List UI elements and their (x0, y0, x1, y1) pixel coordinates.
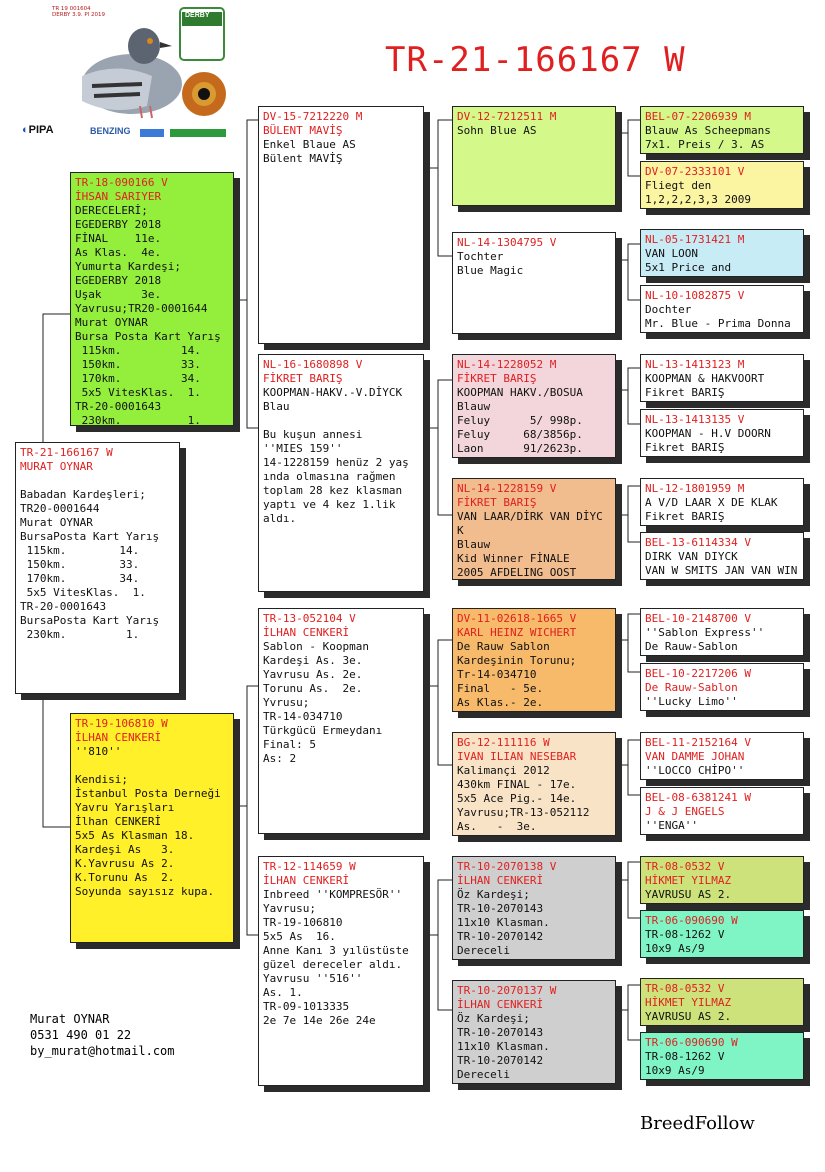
pedigree-card-gen4-12: BEL-08-6381241 W J & J ENGELS ''ENGA'' (640, 787, 804, 835)
ring-number: TR-21-166167 W (20, 446, 113, 459)
pigeon-photo-icon (22, 6, 232, 141)
pedigree-card-gen4-10: BEL-10-2217206 W De Rauw-Sablon ''Lucky Limo'' (640, 663, 804, 711)
pedigree-card-gen4-3: NL-05-1731421 M VAN LOON 5x1 Price and (640, 229, 804, 277)
pedigree-card-gen3-8: TR-10-2070137 W İLHAN CENKERİ Öz Kardeşi; TR-10-2070143 11x10 Klasman. TR-10-2070142 Dereceli (452, 980, 616, 1084)
owner-email[interactable]: by_murat@hotmail.com (30, 1044, 175, 1058)
pedigree-card-gen4-15: TR-08-0532 V HİKMET YILMAZ YAVRUSU AS 2. (640, 978, 804, 1026)
pedigree-card-gen4-6: NL-13-1413135 V KOOPMAN - H.V DOORN Fikret BARIŞ (640, 409, 804, 457)
sponsor-benzing: BENZING (90, 126, 131, 136)
pedigree-card-gen3-4: NL-14-1228159 V FİKRET BARIŞ VAN LAAR/DİRK VAN DİYC K Blauw Kid Winner FİNALE 2005 AFDELING OOST (452, 478, 616, 580)
pedigree-card-gen4-14: TR-06-090690 W TR-08-1262 V 10x9 As/9 (640, 910, 804, 958)
pedigree-card-gen4-8: BEL-13-6114334 V DIRK VAN DIYCK VAN W SMITS JAN VAN WIN (640, 532, 804, 580)
brand-logo: BreedFollow (640, 1113, 755, 1134)
pedigree-sire-card: TR-18-090166 V İHSAN SARIYER DERECELERİ; EGEDERBY 2018 FİNAL 11e. As Klas. 4e. Yumurta Kardeşi; EGEDERBY 2018 Uşak 3e. Yavrusu;TR20-0001644 Murat OYNAR Bursa Posta Kart Yarış 115km. 14. 150km. 33. 170km. 34. 5x5 VitesKlas. 1. TR-20-0001643 230km. 1. (70, 172, 234, 426)
logo-ring-text: TR 19 001604 DERBY 3.9. Pl 2019 (52, 6, 105, 18)
pedigree-card-gen3-5: DV-11-02618-1665 V KARL HEINZ WICHERT De Rauw Sablon Kardeşinin Torunu; Tr-14-034710 Final - 5e. As Klas.- 2e. (452, 608, 616, 712)
pedigree-card-gen4-5: NL-13-1413123 M KOOPMAN & HAKVOORT Fikret BARIŞ (640, 354, 804, 402)
pedigree-card-gen4-2: DV-07-2333101 V Fliegt den 1,2,2,2,3,3 2009 (640, 161, 804, 209)
pedigree-card-gen3-1: DV-12-7212511 M Sohn Blue AS (452, 106, 616, 206)
pedigree-dam-card: TR-19-106810 W İLHAN CENKERİ ''810'' Kendisi; İstanbul Posta Derneği Yavru Yarışları İlhan CENKERİ 5x5 As Klasman 18. Kardeşi As 3. K.Yavrusu As 2. K.Torunu As 2. Soyunda sayısız kupa. (70, 713, 234, 943)
owner-phone: 0531 490 01 22 (30, 1028, 132, 1042)
owner-contact (30, 1011, 175, 1059)
pedigree-card-gen2-3: TR-13-052104 V İLHAN CENKERİ Sablon - Koopman Kardeşi As. 3e. Yavrusu As. 2e. Torunu As. 2e. Yvrusu; TR-14-034710 Türkgücü Ermeydanı Final: 5 As: 2 (258, 608, 424, 834)
pedigree-subject-card: TR-21-166167 W MURAT OYNAR Babadan Kardeşleri; TR20-0001644 Murat OYNAR BursaPosta Kart Yarış 115km. 14. 150km. 33. 170km. 34. 5x5 VitesKlas. 1. TR-20-0001643 BursaPosta Kart Yarış 230km. 1. (15, 442, 180, 694)
pedigree-card-gen4-16: TR-06-090690 W TR-08-1262 V 10x9 As/9 (640, 1032, 804, 1080)
pedigree-card-gen4-11: BEL-11-2152164 V VAN DAMME JOHAN ''LOCCO CHİPO'' (640, 732, 804, 780)
owner-name: Murat OYNAR (30, 1012, 110, 1026)
derby-badge-text: DERBY (185, 12, 210, 19)
pedigree-card-gen3-2: NL-14-1304795 V Tochter Blue Magic (452, 232, 616, 334)
sponsor-pipa: ◐PIPA (22, 124, 54, 136)
pedigree-card-gen2-4: TR-12-114659 W İLHAN CENKERİ Inbreed ''KOMPRESÖR'' Yavrusu; TR-19-106810 5x5 As 16. Anne Kanı 3 yılüstüste güzel dereceler aldı. Yavrusu ''516'' As. 1. TR-09-1013335 2e 7e 14e 26e 24e (258, 856, 424, 1086)
pedigree-card-gen4-4: NL-10-1082875 V Dochter Mr. Blue - Prima Donna (640, 285, 804, 333)
logo-area (22, 6, 232, 141)
pedigree-card-gen2-1: DV-15-7212220 M BÜLENT MAVİŞ Enkel Blaue AS Bülent MAVİŞ (258, 106, 424, 344)
pedigree-card-gen4-7: NL-12-1801959 M A V/D LAAR X DE KLAK Fikret BARIŞ (640, 478, 804, 526)
page-title: TR-21-166167 W (385, 40, 686, 80)
sponsor-logos (140, 124, 230, 136)
pedigree-card-gen3-6: BG-12-111116 W IVAN ILIAN NESEBAR Kalimançi 2012 430km FINAL - 17e. 5x5 Ace Pig.- 14e. Yavrusu;TR-13-052112 As. - 3e. (452, 732, 616, 836)
breeder-name: MURAT OYNAR (20, 460, 93, 473)
pedigree-card-gen4-13: TR-08-0532 V HİKMET YILMAZ YAVRUSU AS 2. (640, 856, 804, 904)
pedigree-card-gen3-7: TR-10-2070138 V İLHAN CENKERİ Öz Kardeşi; TR-10-2070143 11x10 Klasman. TR-10-2070142 Dereceli (452, 856, 616, 960)
pedigree-card-gen3-3: NL-14-1228052 M FİKRET BARIŞ KOOPMAN HAKV./BOSUA Blauw Feluy 5/ 998p. Feluy 68/3856p. Laon 91/2623p. (452, 354, 616, 458)
pedigree-card-gen4-9: BEL-10-2148700 V ''Sablon Express'' De Rauw-Sablon (640, 608, 804, 656)
pedigree-card-gen4-1: BEL-07-2206939 M Blauw As Scheepmans 7x1. Preis / 3. AS (640, 106, 804, 154)
pedigree-card-gen2-2: NL-16-1680898 V FİKRET BARIŞ KOOPMAN-HAKV.-V.DİYCK Blau Bu kuşun annesi ''MIES 159'' 14-1228159 henüz 2 yaş ında olmasına rağmen toplam 28 kez klasman yaptı ve 4 kez 1.lik aldı. (258, 354, 424, 592)
